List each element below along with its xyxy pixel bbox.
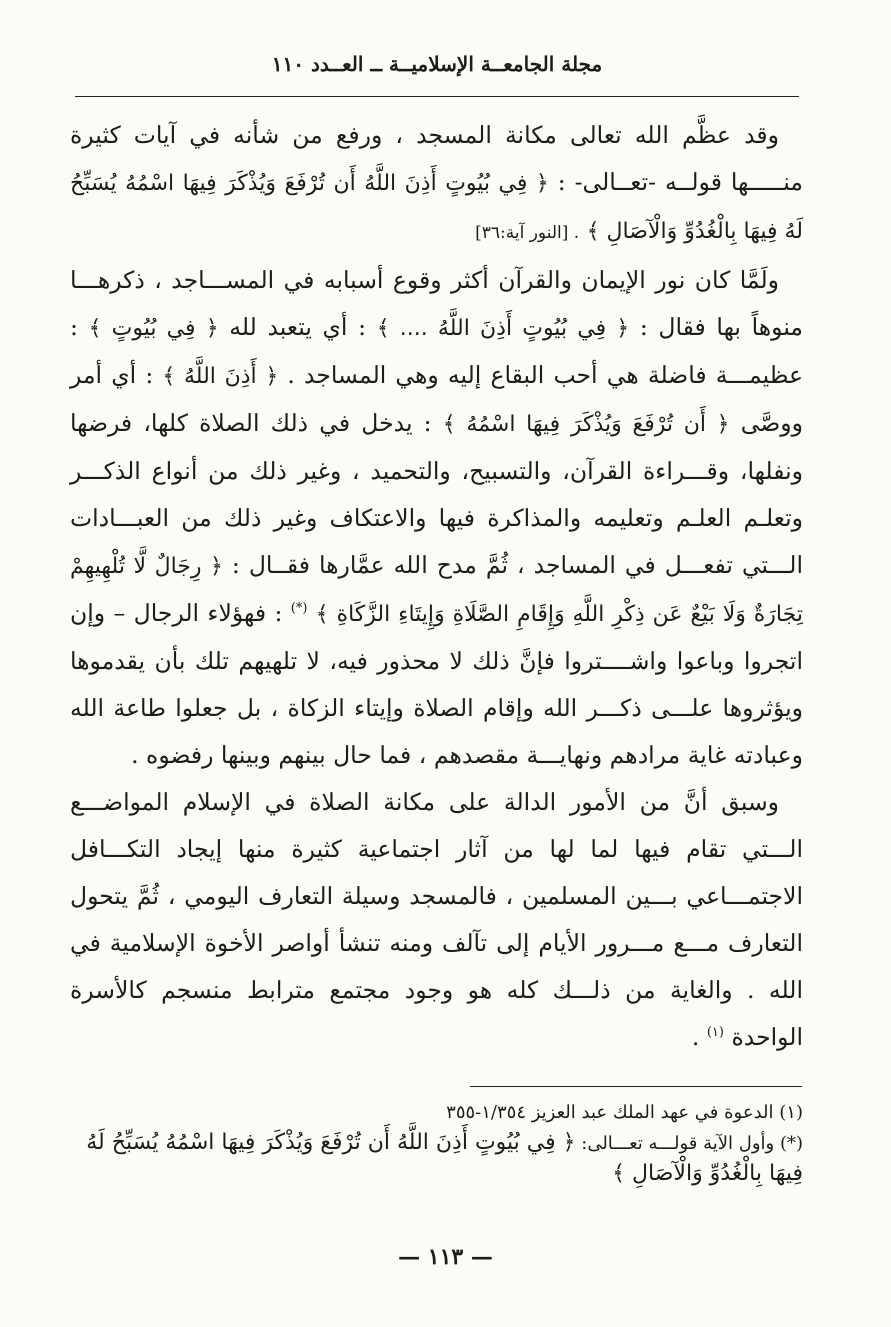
text-run: . bbox=[691, 1023, 700, 1051]
body-text bbox=[70, 112, 803, 1061]
text-run: : أي يتعبد لله bbox=[218, 313, 367, 341]
footnote-text: وأول الآية قولـــه تعـــالى: bbox=[575, 1133, 775, 1154]
page-number: — ١١٣ — bbox=[398, 1244, 493, 1270]
text-run: وقد عظَّم الله تعالى مكانة المسجد ، ورفع من شأنه في آيات كثيرة منـــــها قولــه -تعــالى- : bbox=[70, 121, 803, 196]
paragraph-1 bbox=[70, 112, 803, 257]
footnotes bbox=[70, 1098, 803, 1190]
header-rule bbox=[75, 96, 799, 97]
footnote-marker: (١) bbox=[706, 1025, 724, 1041]
text-run: وسبق أنَّ من الأمور الدالة على مكانة الصلاة في الإسلام المواضـــع الـــتي تقام فيها لما لها من آثار اجتماعية كثيرة منها إيجاد التكـــافل الاجتمـــاعي بـــين المسلمين ، فالمسجد وسيلة التعارف اليومي ، ثُمَّ يتحول التعارف مـــع مـــرور الأيام إلى تآلف ومنه تنشأ أواصر الأخوة الإسلامية في الله . والغاية من ذلـــك كله هو وجود مجتمع مترابط منسجم كالأسرة الواحدة bbox=[70, 788, 803, 1051]
quran-verse: ﴿ أَذِنَ اللَّهُ ﴾ bbox=[162, 364, 279, 389]
paragraph-2 bbox=[70, 257, 803, 779]
text-run: : أي أمر ووصَّى bbox=[70, 361, 804, 437]
footnote-2 bbox=[70, 1128, 803, 1190]
footnote-1 bbox=[70, 1098, 803, 1128]
footnote-rule bbox=[470, 1086, 802, 1087]
paragraph-3 bbox=[70, 779, 803, 1061]
quran-verse: ﴿ رِجَالٌ لَّا تُلْهِيهِمْ تِجَارَةٌ وَلَا بَيْعٌ عَن ذِكْرِ اللَّهِ وَإِقَامِ الصَّلَاةِ وَإِيتَاءِ الزَّكَاةِ ﴾ bbox=[70, 554, 803, 627]
quran-verse: ﴿ فِي بُيُوتٍ أَذِنَ اللَّهُ أَن تُرْفَعَ وَيُذْكَرَ فِيهَا اسْمُهُ يُسَبِّحُ لَهُ فِيهَا بِالْغُدُوِّ وَالْآصَالِ ﴾ bbox=[70, 171, 803, 244]
footnote-marker: (*) bbox=[290, 601, 308, 617]
quran-verse: ﴿ فِي بُيُوتٍ أَذِنَ اللَّهُ أَن تُرْفَعَ وَيُذْكَرَ فِيهَا اسْمُهُ يُسَبِّحُ لَهُ فِيهَا بِالْغُدُوِّ وَالْآصَالِ ﴾ bbox=[86, 1130, 803, 1186]
running-header: مجلة الجامعــة الإسلاميــة ــ العــدد ١١٠ bbox=[271, 52, 603, 76]
quran-verse: ﴿ أَن تُرْفَعَ وَيُذْكَرَ فِيهَا اسْمُهُ ﴾ bbox=[442, 412, 730, 437]
text-run: : عظيمـــة فاضلة هي أحب البقاع إليه وهي المساجد . bbox=[70, 313, 803, 389]
verse-reference: . [النور آية:٣٦] bbox=[475, 223, 580, 243]
footnote-mark: (*) bbox=[779, 1133, 803, 1154]
text-run: ولَمَّا كان نور الإيمان والقرآن أكثر وقوع أسبابه في المســـاجد ، ذكرهـــا منوهاً بها فقال : bbox=[70, 266, 803, 341]
footnote-mark: (١) bbox=[779, 1102, 803, 1123]
footnote-text: الدعوة في عهد الملك عبد العزيز ١/٣٥٤-٣٥٥ bbox=[446, 1102, 774, 1123]
text-run: : يدخل في ذلك الصلاة كلها، فرضها ونفلها، وقـــراءة القرآن، والتسبيح، والتحميد ، وغير ذلك من أنواع الذكـــر وتعلـم العلـم وتعليمه والمذاكرة فيها والاعتكاف وغير ذلك من العبـــادات الـــتي تفعـــل في المساجد ، ثُمَّ مدح الله عمَّارها فقــال : bbox=[70, 409, 803, 579]
text-run: : فهؤلاء الرجال – وإن اتجروا وباعوا واشــــتروا فإنَّ ذلك لا محذور فيه، لا تلهيهم تلك بأن يقدموها ويؤثروها علـــى ذكـــر الله وإقام الصلاة وإيتاء الزكاة ، بل جعلوا طاعة الله وعبادته غاية مرادهم ونهايـــة مقصدهم ، فما حال بينهم وبينها رفضوه . bbox=[70, 599, 803, 769]
quran-verse: ﴿ فِي بُيُوتٍ ﴾ bbox=[88, 316, 219, 341]
quran-verse: ﴿ فِي بُيُوتٍ أَذِنَ اللَّهُ .... ﴾ bbox=[376, 316, 630, 341]
